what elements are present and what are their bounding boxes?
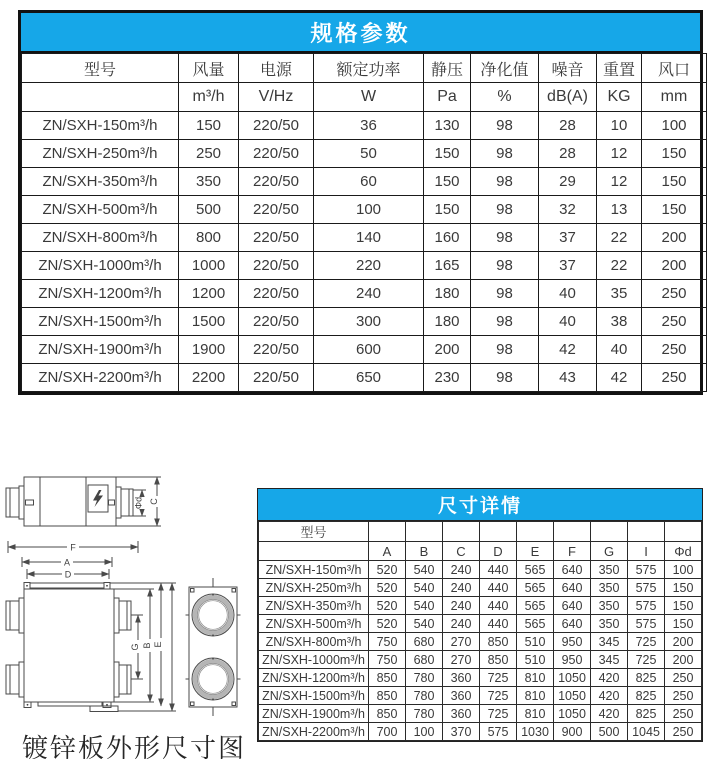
value-cell: 440 — [480, 579, 517, 597]
value-cell: 640 — [554, 597, 591, 615]
value-cell: 220/50 — [239, 252, 314, 280]
value-cell: C — [443, 542, 480, 561]
value-cell: 825 — [628, 669, 665, 687]
value-cell: 2200 — [179, 364, 239, 392]
value-cell: 43 — [539, 364, 597, 392]
dim-label-e: E — [153, 641, 163, 648]
value-cell: 850 — [369, 669, 406, 687]
model-cell: ZN/SXH-1200m³/h — [22, 280, 179, 308]
model-cell: ZN/SXH-2200m³/h — [259, 723, 369, 741]
value-cell: 98 — [471, 252, 539, 280]
value-cell: 270 — [443, 633, 480, 651]
value-cell: 240 — [443, 615, 480, 633]
model-cell: ZN/SXH-250m³/h — [259, 579, 369, 597]
model-cell: ZN/SXH-250m³/h — [22, 140, 179, 168]
value-cell: 98 — [471, 308, 539, 336]
value-cell: 42 — [539, 336, 597, 364]
table-row — [259, 651, 702, 669]
model-cell: ZN/SXH-800m³/h — [22, 224, 179, 252]
value-cell: 345 — [591, 651, 628, 669]
value-cell: 22 — [597, 252, 642, 280]
value-cell: 300 — [314, 308, 424, 336]
value-cell: 50 — [314, 140, 424, 168]
value-cell: 350 — [591, 615, 628, 633]
value-cell: 250 — [665, 669, 702, 687]
table-row — [259, 705, 702, 723]
value-cell: 150 — [424, 168, 471, 196]
value-cell: 100 — [406, 723, 443, 741]
table-row — [259, 615, 702, 633]
value-cell: 净化值 — [471, 54, 539, 83]
value-cell: 750 — [369, 651, 406, 669]
value-cell: KG — [597, 83, 642, 112]
spec-table-body — [22, 112, 707, 392]
value-cell: 810 — [517, 705, 554, 723]
value-cell: 240 — [443, 561, 480, 579]
value-cell: 810 — [517, 669, 554, 687]
value-cell: 36 — [314, 112, 424, 140]
value-cell: 150 — [179, 112, 239, 140]
value-cell: 180 — [424, 280, 471, 308]
value-cell: 1900 — [179, 336, 239, 364]
spec-table-section — [18, 10, 703, 395]
value-cell: 42 — [597, 364, 642, 392]
duct-port-upper — [192, 594, 234, 636]
value-cell: 600 — [314, 336, 424, 364]
value-cell: 780 — [406, 705, 443, 723]
value-cell: 98 — [471, 196, 539, 224]
value-cell: 350 — [591, 597, 628, 615]
dim-label-c: C — [149, 498, 159, 505]
table-row — [22, 336, 707, 364]
value-cell: 13 — [597, 196, 642, 224]
value-cell: 825 — [628, 705, 665, 723]
value-cell: 40 — [539, 308, 597, 336]
model-cell: ZN/SXH-2200m³/h — [22, 364, 179, 392]
value-cell — [369, 522, 406, 542]
value-cell: 150 — [665, 597, 702, 615]
value-cell: 150 — [424, 196, 471, 224]
value-cell: 650 — [314, 364, 424, 392]
value-cell: m³/h — [179, 83, 239, 112]
value-cell: 520 — [369, 579, 406, 597]
model-cell: ZN/SXH-500m³/h — [259, 615, 369, 633]
value-cell: 165 — [424, 252, 471, 280]
value-cell: 250 — [665, 687, 702, 705]
value-cell: 850 — [369, 687, 406, 705]
value-cell: I — [628, 542, 665, 561]
value-cell: 250 — [665, 723, 702, 741]
value-cell: 250 — [642, 336, 707, 364]
value-cell: 565 — [517, 615, 554, 633]
value-cell: 725 — [480, 687, 517, 705]
value-cell — [554, 522, 591, 542]
value-cell: 250 — [665, 705, 702, 723]
value-cell: 160 — [424, 224, 471, 252]
value-cell: 725 — [628, 651, 665, 669]
value-cell: 540 — [406, 597, 443, 615]
value-cell: 640 — [554, 561, 591, 579]
latch-right — [109, 500, 115, 505]
value-cell — [591, 522, 628, 542]
value-cell: 950 — [554, 651, 591, 669]
value-cell: 电源 — [239, 54, 314, 83]
value-cell: 440 — [480, 615, 517, 633]
value-cell: 520 — [369, 615, 406, 633]
value-cell: 510 — [517, 651, 554, 669]
value-cell: 噪音 — [539, 54, 597, 83]
value-cell: 40 — [597, 336, 642, 364]
value-cell: 950 — [554, 633, 591, 651]
value-cell: dB(A) — [539, 83, 597, 112]
value-cell: V/Hz — [239, 83, 314, 112]
value-cell: 1050 — [554, 705, 591, 723]
value-cell: 680 — [406, 633, 443, 651]
value-cell: 240 — [314, 280, 424, 308]
value-cell: 100 — [665, 561, 702, 579]
value-cell: 额定功率 — [314, 54, 424, 83]
table-row — [22, 308, 707, 336]
dim-label-a: A — [63, 557, 71, 568]
value-cell: 200 — [642, 224, 707, 252]
duct-port-lower — [192, 658, 234, 700]
value-cell: 220/50 — [239, 280, 314, 308]
value-cell: 98 — [471, 140, 539, 168]
dimension-table-header — [259, 522, 702, 561]
value-cell: 35 — [597, 280, 642, 308]
value-cell: Φd — [665, 542, 702, 561]
value-cell: 850 — [369, 705, 406, 723]
value-cell: 220/50 — [239, 140, 314, 168]
value-cell: mm — [642, 83, 707, 112]
value-cell: 440 — [480, 597, 517, 615]
dimension-diagram — [0, 470, 250, 728]
value-cell: 240 — [443, 579, 480, 597]
value-cell: 1000 — [179, 252, 239, 280]
value-cell: 150 — [642, 168, 707, 196]
value-cell: G — [591, 542, 628, 561]
value-cell: 98 — [471, 336, 539, 364]
value-cell: 1045 — [628, 723, 665, 741]
dimension-table-title: 尺寸详情 — [258, 489, 702, 521]
value-cell: 850 — [480, 651, 517, 669]
value-cell: 180 — [424, 308, 471, 336]
value-cell: 780 — [406, 687, 443, 705]
value-cell: 540 — [406, 579, 443, 597]
value-cell — [443, 522, 480, 542]
table-row — [22, 112, 707, 140]
value-cell: 420 — [591, 669, 628, 687]
model-cell: ZN/SXH-1900m³/h — [22, 336, 179, 364]
value-cell: 250 — [642, 280, 707, 308]
value-cell: 150 — [642, 140, 707, 168]
table-row — [259, 723, 702, 741]
front-view — [6, 541, 176, 712]
value-cell: 220/50 — [239, 196, 314, 224]
value-cell: B — [406, 542, 443, 561]
value-cell: 360 — [443, 669, 480, 687]
value-cell: 520 — [369, 597, 406, 615]
value-cell: 60 — [314, 168, 424, 196]
table-row — [259, 669, 702, 687]
value-cell: 1050 — [554, 669, 591, 687]
value-cell: 100 — [642, 112, 707, 140]
value-cell: 37 — [539, 224, 597, 252]
value-cell: 750 — [369, 633, 406, 651]
model-cell: ZN/SXH-1200m³/h — [259, 669, 369, 687]
value-cell: 130 — [424, 112, 471, 140]
model-cell: ZN/SXH-1000m³/h — [22, 252, 179, 280]
value-cell: 360 — [443, 687, 480, 705]
value-cell: 725 — [628, 633, 665, 651]
value-cell: 200 — [642, 252, 707, 280]
table-row — [22, 196, 707, 224]
value-cell: 98 — [471, 224, 539, 252]
dim-label-g: G — [130, 643, 140, 651]
dimension-table-body — [259, 561, 702, 741]
table-row — [22, 140, 707, 168]
value-cell: 500 — [591, 723, 628, 741]
value-cell: 780 — [406, 669, 443, 687]
model-cell: ZN/SXH-1900m³/h — [259, 705, 369, 723]
dim-label-phid: Φd — [133, 496, 144, 510]
value-cell: 575 — [628, 597, 665, 615]
value-cell: 250 — [642, 308, 707, 336]
value-cell: 640 — [554, 579, 591, 597]
value-cell: 575 — [628, 579, 665, 597]
value-cell: 565 — [517, 579, 554, 597]
dim-label-b: B — [142, 642, 152, 649]
model-cell: ZN/SXH-500m³/h — [22, 196, 179, 224]
value-cell: 825 — [628, 687, 665, 705]
value-cell: 725 — [480, 705, 517, 723]
table-row — [22, 54, 707, 83]
value-cell: 370 — [443, 723, 480, 741]
value-cell: 98 — [471, 168, 539, 196]
table-row — [22, 168, 707, 196]
side-view — [186, 578, 241, 716]
diagram-caption: 镀锌板外形尺寸图 — [22, 733, 247, 759]
value-cell: 1030 — [517, 723, 554, 741]
value-cell: 360 — [443, 705, 480, 723]
value-cell: 220/50 — [239, 364, 314, 392]
value-cell: 150 — [642, 196, 707, 224]
lightning-icon — [93, 490, 103, 507]
value-cell: 900 — [554, 723, 591, 741]
value-cell: A — [369, 542, 406, 561]
table-row — [22, 364, 707, 392]
value-cell: 200 — [424, 336, 471, 364]
value-cell: 240 — [443, 597, 480, 615]
value-cell: 575 — [628, 615, 665, 633]
value-cell: 440 — [480, 561, 517, 579]
value-cell: Pa — [424, 83, 471, 112]
value-cell: 10 — [597, 112, 642, 140]
dimension-table — [258, 521, 702, 741]
value-cell: 810 — [517, 687, 554, 705]
value-cell: 350 — [591, 561, 628, 579]
value-cell: 1200 — [179, 280, 239, 308]
model-cell: ZN/SXH-350m³/h — [259, 597, 369, 615]
value-cell: 680 — [406, 651, 443, 669]
value-cell: 150 — [665, 615, 702, 633]
value-cell: 220/50 — [239, 112, 314, 140]
value-cell: 575 — [628, 561, 665, 579]
table-row — [22, 280, 707, 308]
value-cell: 640 — [554, 615, 591, 633]
value-cell: 37 — [539, 252, 597, 280]
value-cell — [480, 522, 517, 542]
value-cell: 345 — [591, 633, 628, 651]
value-cell: 540 — [406, 561, 443, 579]
value-cell: W — [314, 83, 424, 112]
table-row — [22, 252, 707, 280]
model-cell: ZN/SXH-1000m³/h — [259, 651, 369, 669]
value-cell: 540 — [406, 615, 443, 633]
value-cell: 565 — [517, 597, 554, 615]
value-cell: 100 — [314, 196, 424, 224]
model-cell: ZN/SXH-150m³/h — [259, 561, 369, 579]
value-cell: 1050 — [554, 687, 591, 705]
model-cell: 型号 — [22, 54, 179, 83]
value-cell: 725 — [480, 669, 517, 687]
latch-left — [26, 500, 34, 505]
value-cell: 98 — [471, 280, 539, 308]
value-cell: 220/50 — [239, 336, 314, 364]
dim-label-d: D — [64, 569, 72, 580]
value-cell: 500 — [179, 196, 239, 224]
model-cell: ZN/SXH-1500m³/h — [22, 308, 179, 336]
table-row — [259, 597, 702, 615]
value-cell: 28 — [539, 140, 597, 168]
table-row — [259, 687, 702, 705]
table-row — [259, 522, 702, 542]
table-row — [259, 542, 702, 561]
value-cell: 220 — [314, 252, 424, 280]
model-cell: ZN/SXH-1500m³/h — [259, 687, 369, 705]
spec-table — [21, 53, 707, 392]
table-row — [259, 561, 702, 579]
value-cell: 32 — [539, 196, 597, 224]
model-cell: ZN/SXH-350m³/h — [22, 168, 179, 196]
value-cell: 270 — [443, 651, 480, 669]
top-view — [6, 477, 162, 526]
value-cell: 29 — [539, 168, 597, 196]
model-cell: ZN/SXH-150m³/h — [22, 112, 179, 140]
spec-table-header — [22, 54, 707, 112]
value-cell: 1500 — [179, 308, 239, 336]
value-cell: 700 — [369, 723, 406, 741]
value-cell: 565 — [517, 561, 554, 579]
model-cell: 型号 — [259, 522, 369, 542]
value-cell: % — [471, 83, 539, 112]
value-cell: 250 — [642, 364, 707, 392]
value-cell: 850 — [480, 633, 517, 651]
value-cell: 220/50 — [239, 168, 314, 196]
value-cell: 静压 — [424, 54, 471, 83]
value-cell: D — [480, 542, 517, 561]
value-cell: 800 — [179, 224, 239, 252]
value-cell: 200 — [665, 633, 702, 651]
value-cell — [517, 522, 554, 542]
value-cell: 200 — [665, 651, 702, 669]
value-cell: 风口 — [642, 54, 707, 83]
value-cell: E — [517, 542, 554, 561]
dim-label-f: F — [70, 542, 76, 553]
spec-table-title: 规格参数 — [21, 13, 700, 53]
value-cell: 12 — [597, 140, 642, 168]
table-row — [22, 83, 707, 112]
table-row — [259, 633, 702, 651]
value-cell: 98 — [471, 112, 539, 140]
value-cell: 38 — [597, 308, 642, 336]
value-cell: 150 — [665, 579, 702, 597]
value-cell: 420 — [591, 687, 628, 705]
model-cell: ZN/SXH-800m³/h — [259, 633, 369, 651]
value-cell: 重置 — [597, 54, 642, 83]
value-cell — [406, 522, 443, 542]
value-cell: 575 — [480, 723, 517, 741]
value-cell: 22 — [597, 224, 642, 252]
value-cell: 510 — [517, 633, 554, 651]
value-cell: 140 — [314, 224, 424, 252]
value-cell: 520 — [369, 561, 406, 579]
value-cell: 350 — [179, 168, 239, 196]
value-cell: 150 — [424, 140, 471, 168]
value-cell: 98 — [471, 364, 539, 392]
value-cell: 12 — [597, 168, 642, 196]
model-cell — [22, 83, 179, 112]
value-cell: 220/50 — [239, 224, 314, 252]
table-row — [259, 579, 702, 597]
model-cell — [259, 542, 369, 561]
value-cell: 40 — [539, 280, 597, 308]
value-cell — [628, 522, 665, 542]
value-cell: 230 — [424, 364, 471, 392]
value-cell — [665, 522, 702, 542]
value-cell: 420 — [591, 705, 628, 723]
value-cell: 220/50 — [239, 308, 314, 336]
value-cell: 风量 — [179, 54, 239, 83]
dimension-table-section — [257, 488, 703, 742]
value-cell: F — [554, 542, 591, 561]
value-cell: 350 — [591, 579, 628, 597]
value-cell: 250 — [179, 140, 239, 168]
table-row — [22, 224, 707, 252]
value-cell: 28 — [539, 112, 597, 140]
